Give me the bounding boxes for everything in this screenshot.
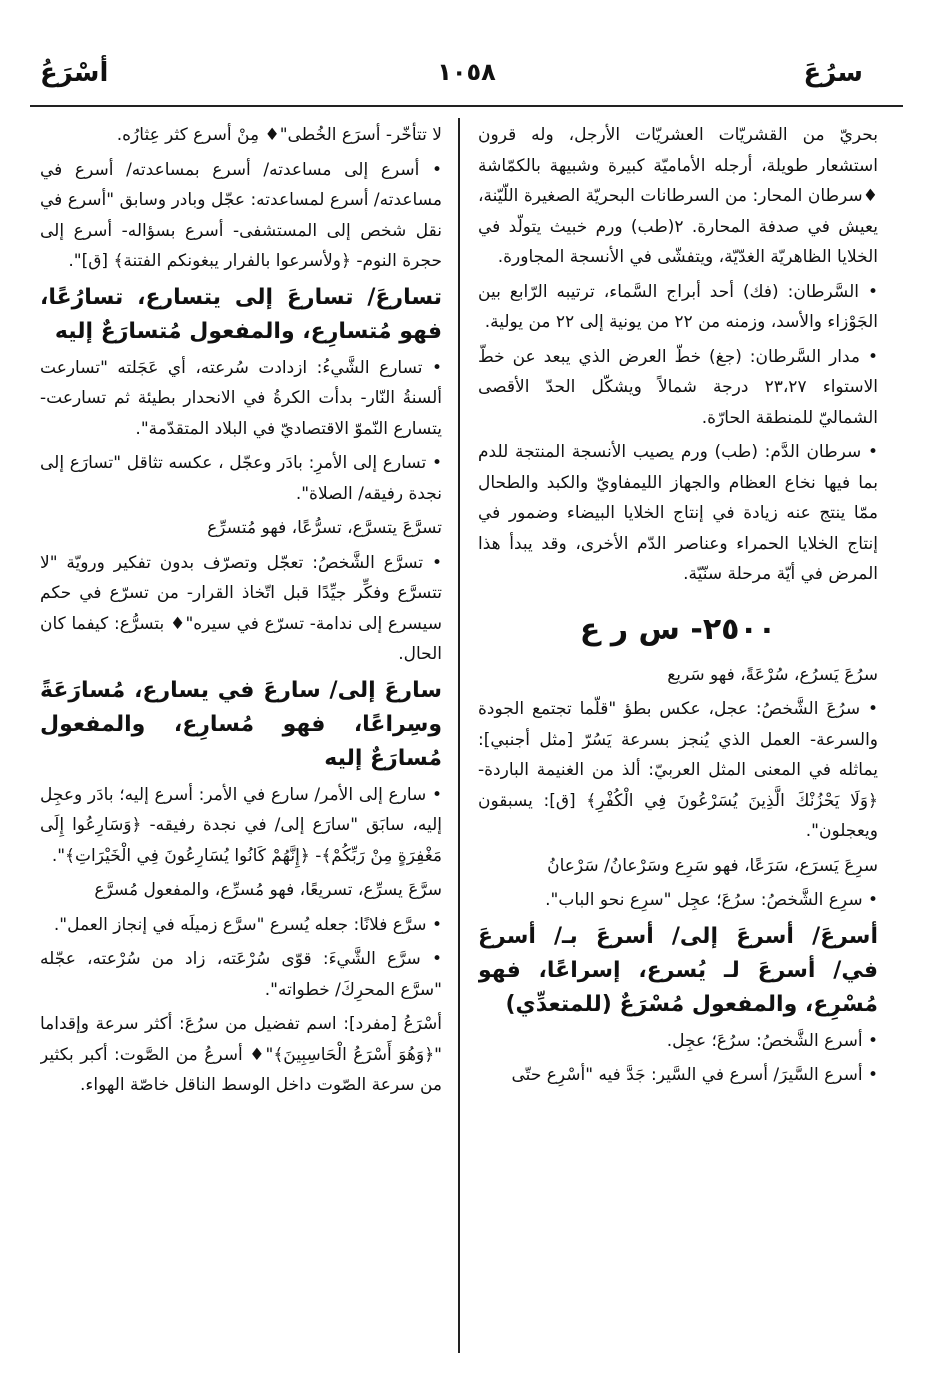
header-first-word: سرُعَ <box>803 58 863 88</box>
entry-paragraph: • سارع إلى الأمر/ سارع في الأمر: أسرع إليه؛ بادَر وعجِل إليه، سابَق "سارَع إلى/ في نجدة رفيقه- ﴿وَسَارِعُوا إِلَى مَغْفِرَةٍ مِنْ رَبِّكُمْ﴾- ﴿إِنَّهُمْ كَانُوا يُسَارِعُونَ فِي الْخَيْرَاتِ﴾". <box>40 784 442 866</box>
entry-paragraph: • تسارع إلى الأمرِ: بادَر وعجّل ، عكسه تثاقل "تسارَع إلى نجدة رفيقه/ الصلاة". <box>40 453 442 504</box>
entry-paragraph: لا تتأخّر- أسرَع الخُطى"♦ مِنْ أسرع كثر عِثارُه. <box>116 125 442 145</box>
entry-paragraph: • سرَّع فلانًا: جعله يُسرع "سرَّع زميلَه في إنجاز العمل". <box>53 914 442 935</box>
verb-headword: سرِعَ يَسرَع، سَرَعًا، فهو سَرِع وسَرْعانُ/ سَرْعانُ <box>547 855 878 876</box>
entry-paragraph: • السَّرطان: (فك) أحد أبراج السَّماء، ترتيبه الرّابع بين الجَوْزاء والأسد، وزمنه من ٢٢ من يونية إلى ٢٢ من يولية. <box>478 281 878 332</box>
entry-paragraph: بحريّ من القشريّات العشريّات الأرجل، وله قرون استشعار طويلة، أرجله الأماميّة كبيرة وشبيهة بالكمّاشة ♦سرطان المحار: من السرطانات البحريّة الصغيرة اللّيّنة، يعيش في صدفة المحارة. ٢(طب) ورم خبيث يتولّد في الخلايا الظاهريّة الغدّيّة، ويتفشّى في الأنسجة المجاورة. <box>478 125 878 267</box>
left-column <box>40 120 442 1360</box>
entry-paragraph: • أسرع الشَّخصُ: سرُعَ؛ عجِل. <box>666 1030 878 1051</box>
verb-headword: سارعَ إلى/ سارعَ في يسارع، مُسارَعَةً وسِراعًا، فهو مُسارِع، والمفعول مُسارَعٌ إليه <box>40 677 442 771</box>
column-divider <box>458 118 460 1353</box>
page-number: ١٠٥٨ <box>437 58 496 86</box>
entry-paragraph: • أسرع إلى مساعدته/ أسرع بمساعدته/ أسرع في مساعدته/ أسرع لمساعدته: عجّل وبادر وسابق "أسرع في نقل شخص إلى المستشفى- أسرع بسؤاله- أسرع إلى حجرة النوم- ﴿ولأسرعوا بالفرار يبغونكم الفتنة﴾ [ق]". <box>40 159 442 271</box>
verb-headword: تسرَّعَ يتسرَّع، تسرُّعًا، فهو مُتسرِّع <box>207 518 442 538</box>
entry-paragraph: • سرِع الشَّخصُ: سرُعَ؛ عجِل "سرِع نحو الباب". <box>545 890 878 910</box>
entry-paragraph: أسْرَعُ [مفرد]: اسم تفضيل من سرُعَ: أكثر سرعة وإقداما "﴿وَهُوَ أَسْرَعُ الْحَاسِبِينَ﴾"♦ أسرعُ من الصَّوت: أكبر بكثير من سرعة الصّوت داخل الوسط الناقل خاصّة الهواء. <box>40 1014 442 1095</box>
verb-headword: تسارعَ/ تسارعَ إلى يتسارع، تسارُعًا، فهو مُتسارِع، والمفعول مُتسارَعٌ إليه <box>40 284 442 344</box>
entry-paragraph: • مدار السَّرطان: (جغ) خطّ العرض الذي يبعد عن خطّ الاستواء ٢٣،٢٧ درجة شمالاً ويشكّل الحدّ الأقصى الشماليّ للمنطقة الحارّة. <box>478 346 878 428</box>
page-header <box>30 52 903 102</box>
entry-paragraph: • سرَّع الشَّيءَ: قوّى سُرْعَته، زاد من سُرْعته، عجّله "سرَّع المحرِكَ/ خطواته". <box>40 949 442 1000</box>
entry-paragraph: • تسرَّع الشَّخصُ: تعجّل وتصرّف بدون تفكير ورويّة "لا تتسرَّع وفكِّر جيِّدًا قبل اتّخاذ القرار- من تسرّع في حكم سيسرع إلى ندامة- تسرّع في سيره"♦ بتسرُّع: كيفما كان الحال. <box>40 552 442 664</box>
verb-headword: أسرعَ/ أسرعَ إلى/ أسرعَ بـ/ أسرعَ في/ أسرعَ لـ يُسرع، إسراعًا، فهو مُسْرِع، والمفعول مُسْرَعٌ (للمتعدِّي) <box>478 923 878 1017</box>
entry-paragraph: • سرطان الدَّم: (طب) ورم يصيب الأنسجة المنتجة للدم بما فيها نخاع العظام والجهاز الليمفاويّ والكبد والطحال ممّا ينتج عنه زيادة في إنتاج الخلايا البيضاء وضمور في إنتاج الخلايا الحمراء وعناصر الدّم الأخرى، وقد يبدأ هذا المرض في أيّة مرحلة سنّيّة. <box>478 442 878 584</box>
right-column <box>478 120 878 1360</box>
verb-headword: سرَّعَ يسرِّع، تسريعًا، فهو مُسرِّع، والمفعول مُسرَّع <box>94 880 442 900</box>
root-heading: ٢٥٠٠- س ر ع <box>579 611 777 647</box>
header-last-word: أسْرَعُ <box>40 58 109 88</box>
entry-paragraph: • سرُعَ الشَّخصُ: عجل، عكس بطؤ "قلّما تجتمع الجودة والسرعة- العمل الذي يُنجز بسرعة يَسُرّ [مثل أجنبي]: يماثله في المعنى المثل العربيّ: ألذ من الغنيمة الباردة- ﴿وَلَا يَحْزُنْكَ الَّذِينَ يُسَرْعُونَ فِي الْكُفْرِ﴾ [ق]: يسبقون ويعجلون". <box>478 699 878 841</box>
header-rule <box>30 105 903 107</box>
entry-paragraph: • أسرع السَّيرَ/ أسرع في السَّير: جَدَّ فيه "أسْرِع حتّى <box>511 1065 878 1085</box>
verb-headword: سرُعَ يَسرُع، سُرْعَةً، فهو سَريع <box>667 664 878 685</box>
entry-paragraph: • تسارع الشَّيءُ: ازدادت سُرعته، أي عَجَلته "تسارعت ألسنةُ النّار- بدأت الكرةُ في الانحدار بطيئة ثم تسارعت- يتسارع النّموّ الاقتصاديّ في البلاد المتقدّمة". <box>40 357 442 439</box>
